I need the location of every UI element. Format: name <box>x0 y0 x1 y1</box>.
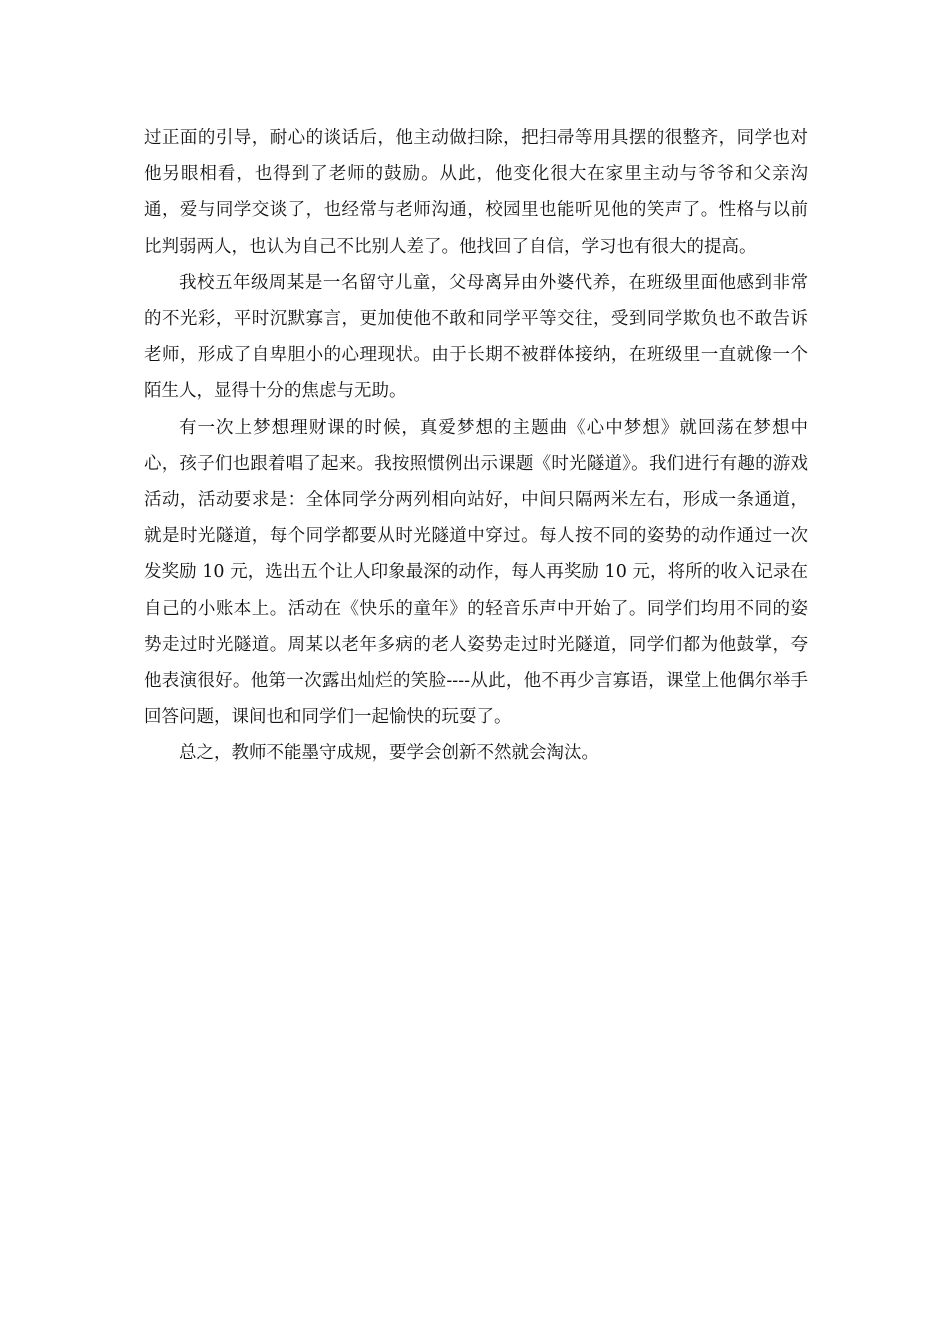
paragraph-conclusion: 总之，教师不能墨守成规，要学会创新不然就会淘汰。 <box>179 743 599 764</box>
document-body <box>144 120 808 772</box>
paragraph-time-tunnel-activity: 有一次上梦想理财课的时候，真爱梦想的主题曲《心中梦想》就回荡在梦想中心，孩子们也跟着唱了起来。我按照惯例出示课题《时光隧道》。我们进行有趣的游戏活动，活动要求是：全体同学分两列相向站好，中间只隔两米左右，形成一条通道，就是时光隧道，每个同学都要从时光隧道中穿过。每人按不同的姿势的动作通过一次发奖励 10 元，选出五个让人印象最深的动作，每人再奖励 10 元，将所的收入记录在自己的小账本上。活动在《快乐的童年》的轻音乐声中开始了。同学们均用不同的姿势走过时光隧道。周某以老年多病的老人姿势走过时光隧道，同学们都为他鼓掌，夸他表演很好。他第一次露出灿烂的笑脸----从此，他不再少言寡语，课堂上他偶尔举手回答问题，课间也和同学们一起愉快的玩耍了。 <box>144 417 808 728</box>
paragraph-continued: 过正面的引导，耐心的谈话后，他主动做扫除，把扫帚等用具摆的很整齐，同学也对他另眼相看，也得到了老师的鼓励。从此，他变化很大在家里主动与爷爷和父亲沟通，爱与同学交谈了，也经常与老师沟通，校园里也能听见他的笑声了。性格与以前比判弱两人，也认为自己不比别人差了。他找回了自信，学习也有很大的提高。 <box>144 128 808 257</box>
paragraph-zhou-story: 我校五年级周某是一名留守儿童，父母离异由外婆代养，在班级里面他感到非常的不光彩，平时沉默寡言，更加使他不敢和同学平等交往，受到同学欺负也不敢告诉老师，形成了自卑胆小的心理现状。由于长期不被群体接纳，在班级里一直就像一个陌生人，显得十分的焦虑与无助。 <box>144 272 808 402</box>
